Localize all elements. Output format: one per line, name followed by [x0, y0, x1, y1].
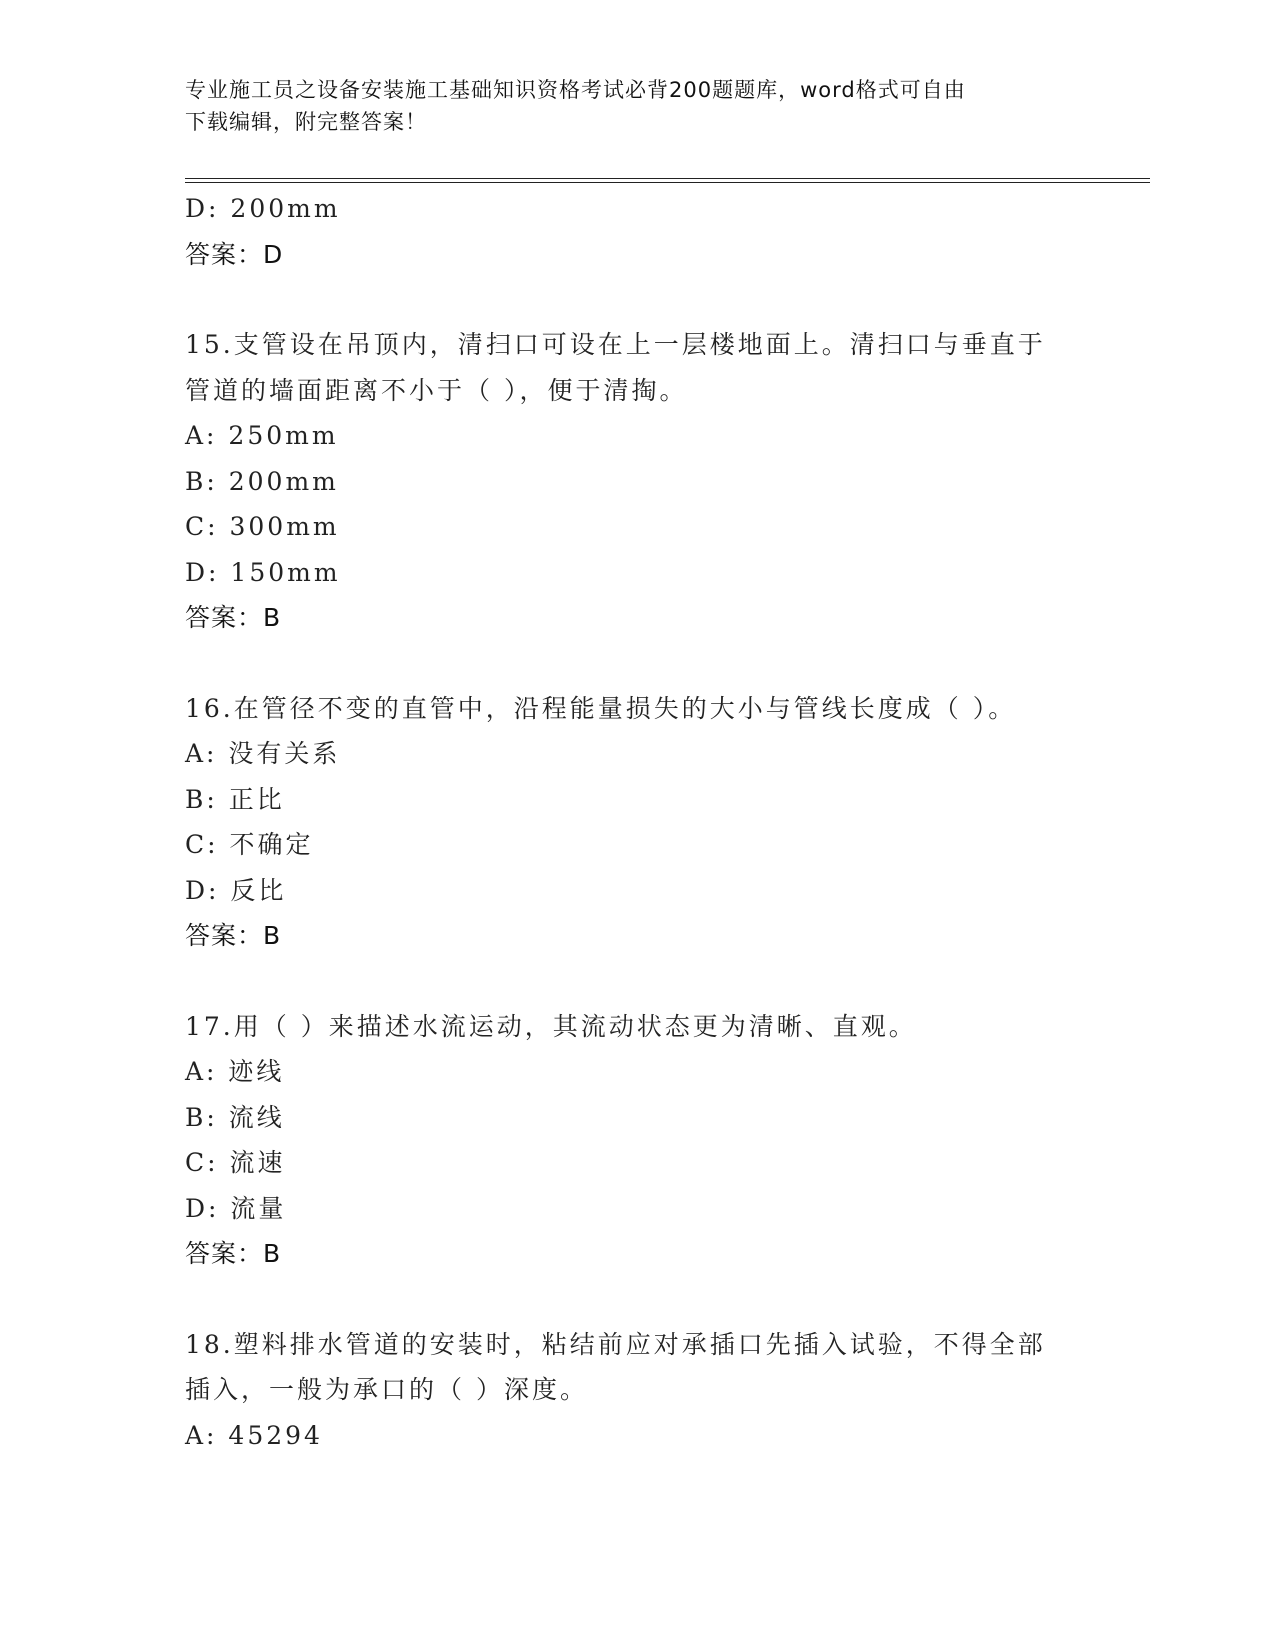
option-c: C: 不确定	[185, 830, 314, 859]
header-divider-top	[185, 178, 1150, 179]
spacer	[185, 277, 1085, 322]
document-header	[185, 74, 1065, 138]
option-d: D: 反比	[185, 875, 287, 905]
question-stem: 16.在管径不变的直管中，沿程能量损失的大小与管线长度成（ ）。	[185, 693, 1017, 723]
option-b: B: 200mm	[185, 466, 339, 496]
spacer	[185, 959, 1085, 1004]
spacer	[185, 641, 1085, 686]
header-divider-bottom	[185, 182, 1150, 183]
question-16	[185, 686, 1085, 959]
question-list	[185, 186, 1085, 1458]
question-18	[185, 1322, 1085, 1459]
option-b: B: 正比	[185, 784, 285, 814]
option-c: C: 流速	[185, 1148, 286, 1177]
answer-line: 答案：B	[185, 1239, 282, 1268]
question-15	[185, 322, 1085, 641]
option-d: D: 200mm	[185, 194, 341, 223]
question-stem: 18.塑料排水管道的安装时，粘结前应对承插口先插入试验，不得全部	[185, 1329, 1046, 1359]
option-a: A: 没有关系	[185, 739, 341, 768]
option-d: D: 150mm	[185, 557, 341, 587]
answer-line: 答案：D	[185, 239, 284, 269]
question-17	[185, 1004, 1085, 1277]
header-line-2: 下载编辑，附完整答案！	[185, 110, 427, 134]
option-a: A: 迹线	[185, 1057, 285, 1086]
answer-line: 答案：B	[185, 921, 282, 950]
option-d: D: 流量	[185, 1193, 287, 1223]
question-stem-continued: 管道的墙面距离不小于（ ），便于清掏。	[185, 375, 688, 405]
option-a: A: 250mm	[185, 421, 339, 450]
question-stem-continued: 插入，一般为承口的（ ）深度。	[185, 1375, 588, 1404]
question-stem: 15.支管设在吊顶内，清扫口可设在上一层楼地面上。清扫口与垂直于	[185, 330, 1046, 359]
option-b: B: 流线	[185, 1102, 285, 1132]
question-stem: 17.用（ ）来描述水流运动，其流动状态更为清晰、直观。	[185, 1011, 917, 1041]
option-a: A: 45294	[185, 1420, 323, 1450]
option-c: C: 300mm	[185, 512, 340, 541]
header-line-1: 专业施工员之设备安装施工基础知识资格考试必背200题题库，word格式可自由	[185, 78, 966, 102]
spacer	[185, 1277, 1085, 1322]
answer-line: 答案：B	[185, 603, 282, 632]
